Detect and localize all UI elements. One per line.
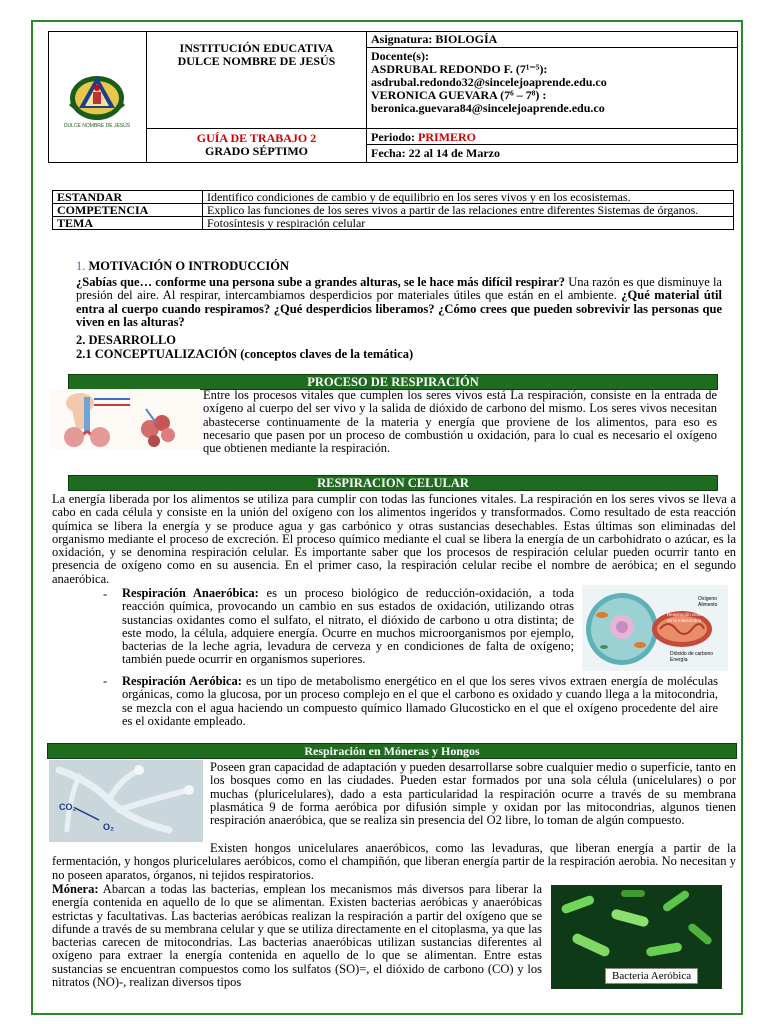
monera-text: Abarcan a todas las bacterias, emplean los mecanismos más diversos para liberar la energía contenida en aquello de lo que se alimentan. Existen bacterias aeróbicas y anaeróbicas estrictas y facultativas. Las bacterias aeróbicas realizan la respiración a partir del oxígeno que se difunde a través de su membrana celular y que se utiliza directamente en el citoplasma, ya que las bacterias carecen de mitocondrias. Las bacterias anaeróbicas utilizan sustancias diferentes al oxígeno para extraer la energía contenida en aquello de lo que se alimentan. Entre estas sustancias se encuentran compuestos como los sulfatos (SO)=, el dióxido de carbono (CO) y los nitratos (NO)-, realizan diversos tipos: [52, 882, 542, 990]
section-2-title: 2. DESARROLLO: [76, 333, 177, 347]
school-logo: [49, 32, 145, 158]
monera-label: Mónera:: [52, 882, 99, 896]
celular-banner: RESPIRACION CELULAR: [68, 475, 718, 491]
cell-label-oxigeno: Oxígeno: [698, 596, 717, 602]
motivation-text: Una razón es que disminuye la presión del aire. Al respirar, intercambiamos desperdicios por materiales útiles que están en el ambiente.: [76, 275, 722, 303]
aerobica-label: Respiración Aeróbica:: [122, 674, 242, 688]
periodo-label: Periodo:: [371, 129, 415, 144]
co2-label: CO₂: [59, 802, 77, 812]
bacteria-caption: Bacteria Aeróbica: [605, 968, 698, 984]
standard-key: COMPETENCIA: [53, 204, 203, 217]
aerobica-text: es un tipo de metabolismo energético en el que los seres vivos extraen energía de moléculas orgánicas, como la glucosa, por un proceso complejo en el que el carbono es oxidado y cuando llega a la mitocondria, se mezcla con el agua haciendo un compuesto químico llamado Glucosticko en el que el oxígeno procedente del aire es el oxidante empleado.: [122, 674, 718, 728]
lungs-image: [50, 389, 200, 449]
email-1: asdrubal.redondo32@sincelejoaprende.edu.co: [371, 75, 607, 89]
periodo-value: PRIMERO: [418, 129, 476, 144]
institution-name: INSTITUCIÓN EDUCATIVA DULCE NOMBRE DE JESÚS: [177, 41, 336, 68]
cell-label-resp: Respiración celular: [667, 612, 706, 617]
header-table: [48, 31, 738, 163]
standard-key: ESTANDAR: [53, 191, 203, 204]
celular-text: La energía liberada por los alimentos se utiliza para cumplir con todas las funciones vitales. La respiración en los seres vivos se lleva a cabo en cada célula y consiste en la unión del oxígeno con los alimentos ingeridos y transformados. Como resultado de esta reacción química se libera la energía y se produce agua y gas carbónico y otras sustancias desechables. Estas últimas son eliminadas del organismo mediante el proceso de excreción. El proceso químico mediante el cual se libera la energía de un carbohidrato o azúcar, es la oxidación, y se denomina respiración celular. Es importante saber que los procesos de respiración celular pueden ocurrir tanto en presencia de oxígeno como en su ausencia. En el primer caso, la respiración celular recibe el nombre de aeróbica; en el segundo anaeróbica.: [52, 492, 736, 586]
o2-label: O₂: [103, 822, 114, 832]
cell-label-mito: en la mitocondria: [667, 618, 702, 623]
docente-1: ASDRUBAL REDONDO F. (7¹⁻⁵):: [371, 62, 548, 76]
standard-value: Identifico condiciones de cambio y de equilibrio en los seres vivos y en los ecosistemas.: [203, 191, 734, 204]
moneras-paragraph-1: Poseen gran capacidad de adaptación y pueden desarrollarse sobre cualquier medio o superficie, tanto en los bosques como en las ciudades. Pueden estar formados por una sola célula (unicelulares) o por muchas (pluricelulares), dado a esta particularidad la respiración ocurre a través de su membrana plasmática 9 de forma aeróbica por difusión simple y oxidan por las mitocondrias, algunos tienen respiración anaeróbica, que se realiza sin presencia del O2 libre, lo toman de algún compuesto.: [210, 760, 736, 828]
motivation-paragraph: [76, 276, 722, 329]
cell-label-energia: Energía: [670, 657, 688, 663]
standard-row: [53, 217, 734, 230]
info-cell: [367, 32, 738, 129]
fungi-image: [49, 760, 203, 842]
standard-value: Explico las funciones de los seres vivos a partir de las relaciones entre diferentes Sistemas de órganos.: [203, 204, 734, 217]
logo-cell: [49, 32, 147, 163]
section-1-title: MOTIVACIÓN O INTRODUCCIÓN: [88, 259, 289, 273]
cell-label-dioxido: Dióxido de carbono: [670, 651, 714, 657]
monera-paragraph: [52, 883, 542, 989]
respiracion-text: Entre los procesos vitales que cumplen los seres vivos está La respiración, consiste en la entrada de oxígeno al cuerpo del ser vivo y la salida de dióxido de carbono del mismo. Los seres vivos necesitan abastecerse continuamente de la materia y energía que proviene de los alimentos, para eso es necesario que pasen por un proceso de combustión u oxidación, para lo cual es necesario el oxígeno que obtienen mediante la respiración.: [203, 388, 717, 456]
bullet-1: -: [103, 587, 108, 601]
guia-title: GUÍA DE TRABAJO 2: [196, 131, 317, 146]
guia-cell: [147, 128, 367, 162]
bullet-2: -: [103, 674, 108, 688]
periodo-cell: [367, 128, 738, 162]
section-1-number: 1.: [76, 259, 86, 273]
asignatura: Asignatura: BIOLOGÍA: [367, 32, 737, 48]
moneras-banner: Respiración en Móneras y Hongos: [47, 743, 737, 759]
cell-label-alimento: Alimento: [698, 602, 718, 608]
respiracion-banner: PROCESO DE RESPIRACIÓN: [68, 374, 718, 390]
standard-key: TEMA: [53, 217, 203, 230]
docentes-label: Docente(s):: [371, 49, 429, 63]
fecha: Fecha: 22 al 14 de Marzo: [371, 145, 500, 160]
section-1-heading: [76, 260, 289, 274]
question-2: ¿Qué material útil entra al cuerpo cuando respiramos? ¿Qué desperdicios liberamos? ¿Cómo crees que pueden sobrevivir las personas que viven en las alturas?: [76, 288, 722, 329]
anaerobica-paragraph: [122, 587, 574, 667]
moneras-paragraph-2: Existen hongos unicelulares anaeróbicos, como las levaduras, que liberan energía a partir de la fermentación, y hongos pluricelulares aeróbicos, como el champiñón, que liberan energía partir de la respiración aerobia. No necesitan y no poseen aparatos, órganos, ni tejidos respiratorios.: [52, 841, 736, 882]
section-2-subtitle: 2.1 CONCEPTUALIZACIÓN (conceptos claves de la temática): [76, 347, 414, 361]
aerobica-paragraph: [122, 675, 718, 728]
standard-row: [53, 191, 734, 204]
docente-2: VERONICA GUEVARA (7⁶ – 7⁸) :: [371, 88, 547, 102]
logo-motto: DULCE NOMBRE DE JESÚS: [63, 123, 131, 129]
anaerobica-label: Respiración Anaeróbica:: [122, 586, 259, 600]
institution-cell: [147, 32, 367, 129]
standard-row: [53, 204, 734, 217]
cell-image: [582, 585, 728, 671]
anaerobica-text: es un proceso biológico de reducción-oxidación, a toda reacción química, provocando un cambio en sus estados de oxidación, utilizando otras sustancias oxidantes como el sulfato, el nitrato, el dióxido de carbono u otra distinta; de este modo, la célula, adquiere energía. Ocurre en muchos microorganismos por ejemplo, bacterias de la leche agria, levadura de cerveza y en condiciones de falta de oxígeno; también puede ocurrir en organismos superiores.: [122, 586, 574, 667]
email-2: beronica.guevara84@sincelejoaprende.edu.co: [371, 101, 605, 115]
question-1: ¿Sabías que… conforme una persona sube a grandes alturas, se le hace más difícil respirar?: [76, 275, 566, 289]
standard-value: Fotosíntesis y respiración celular: [203, 217, 734, 230]
grado: GRADO SÉPTIMO: [204, 144, 308, 159]
standards-table: [52, 190, 734, 230]
